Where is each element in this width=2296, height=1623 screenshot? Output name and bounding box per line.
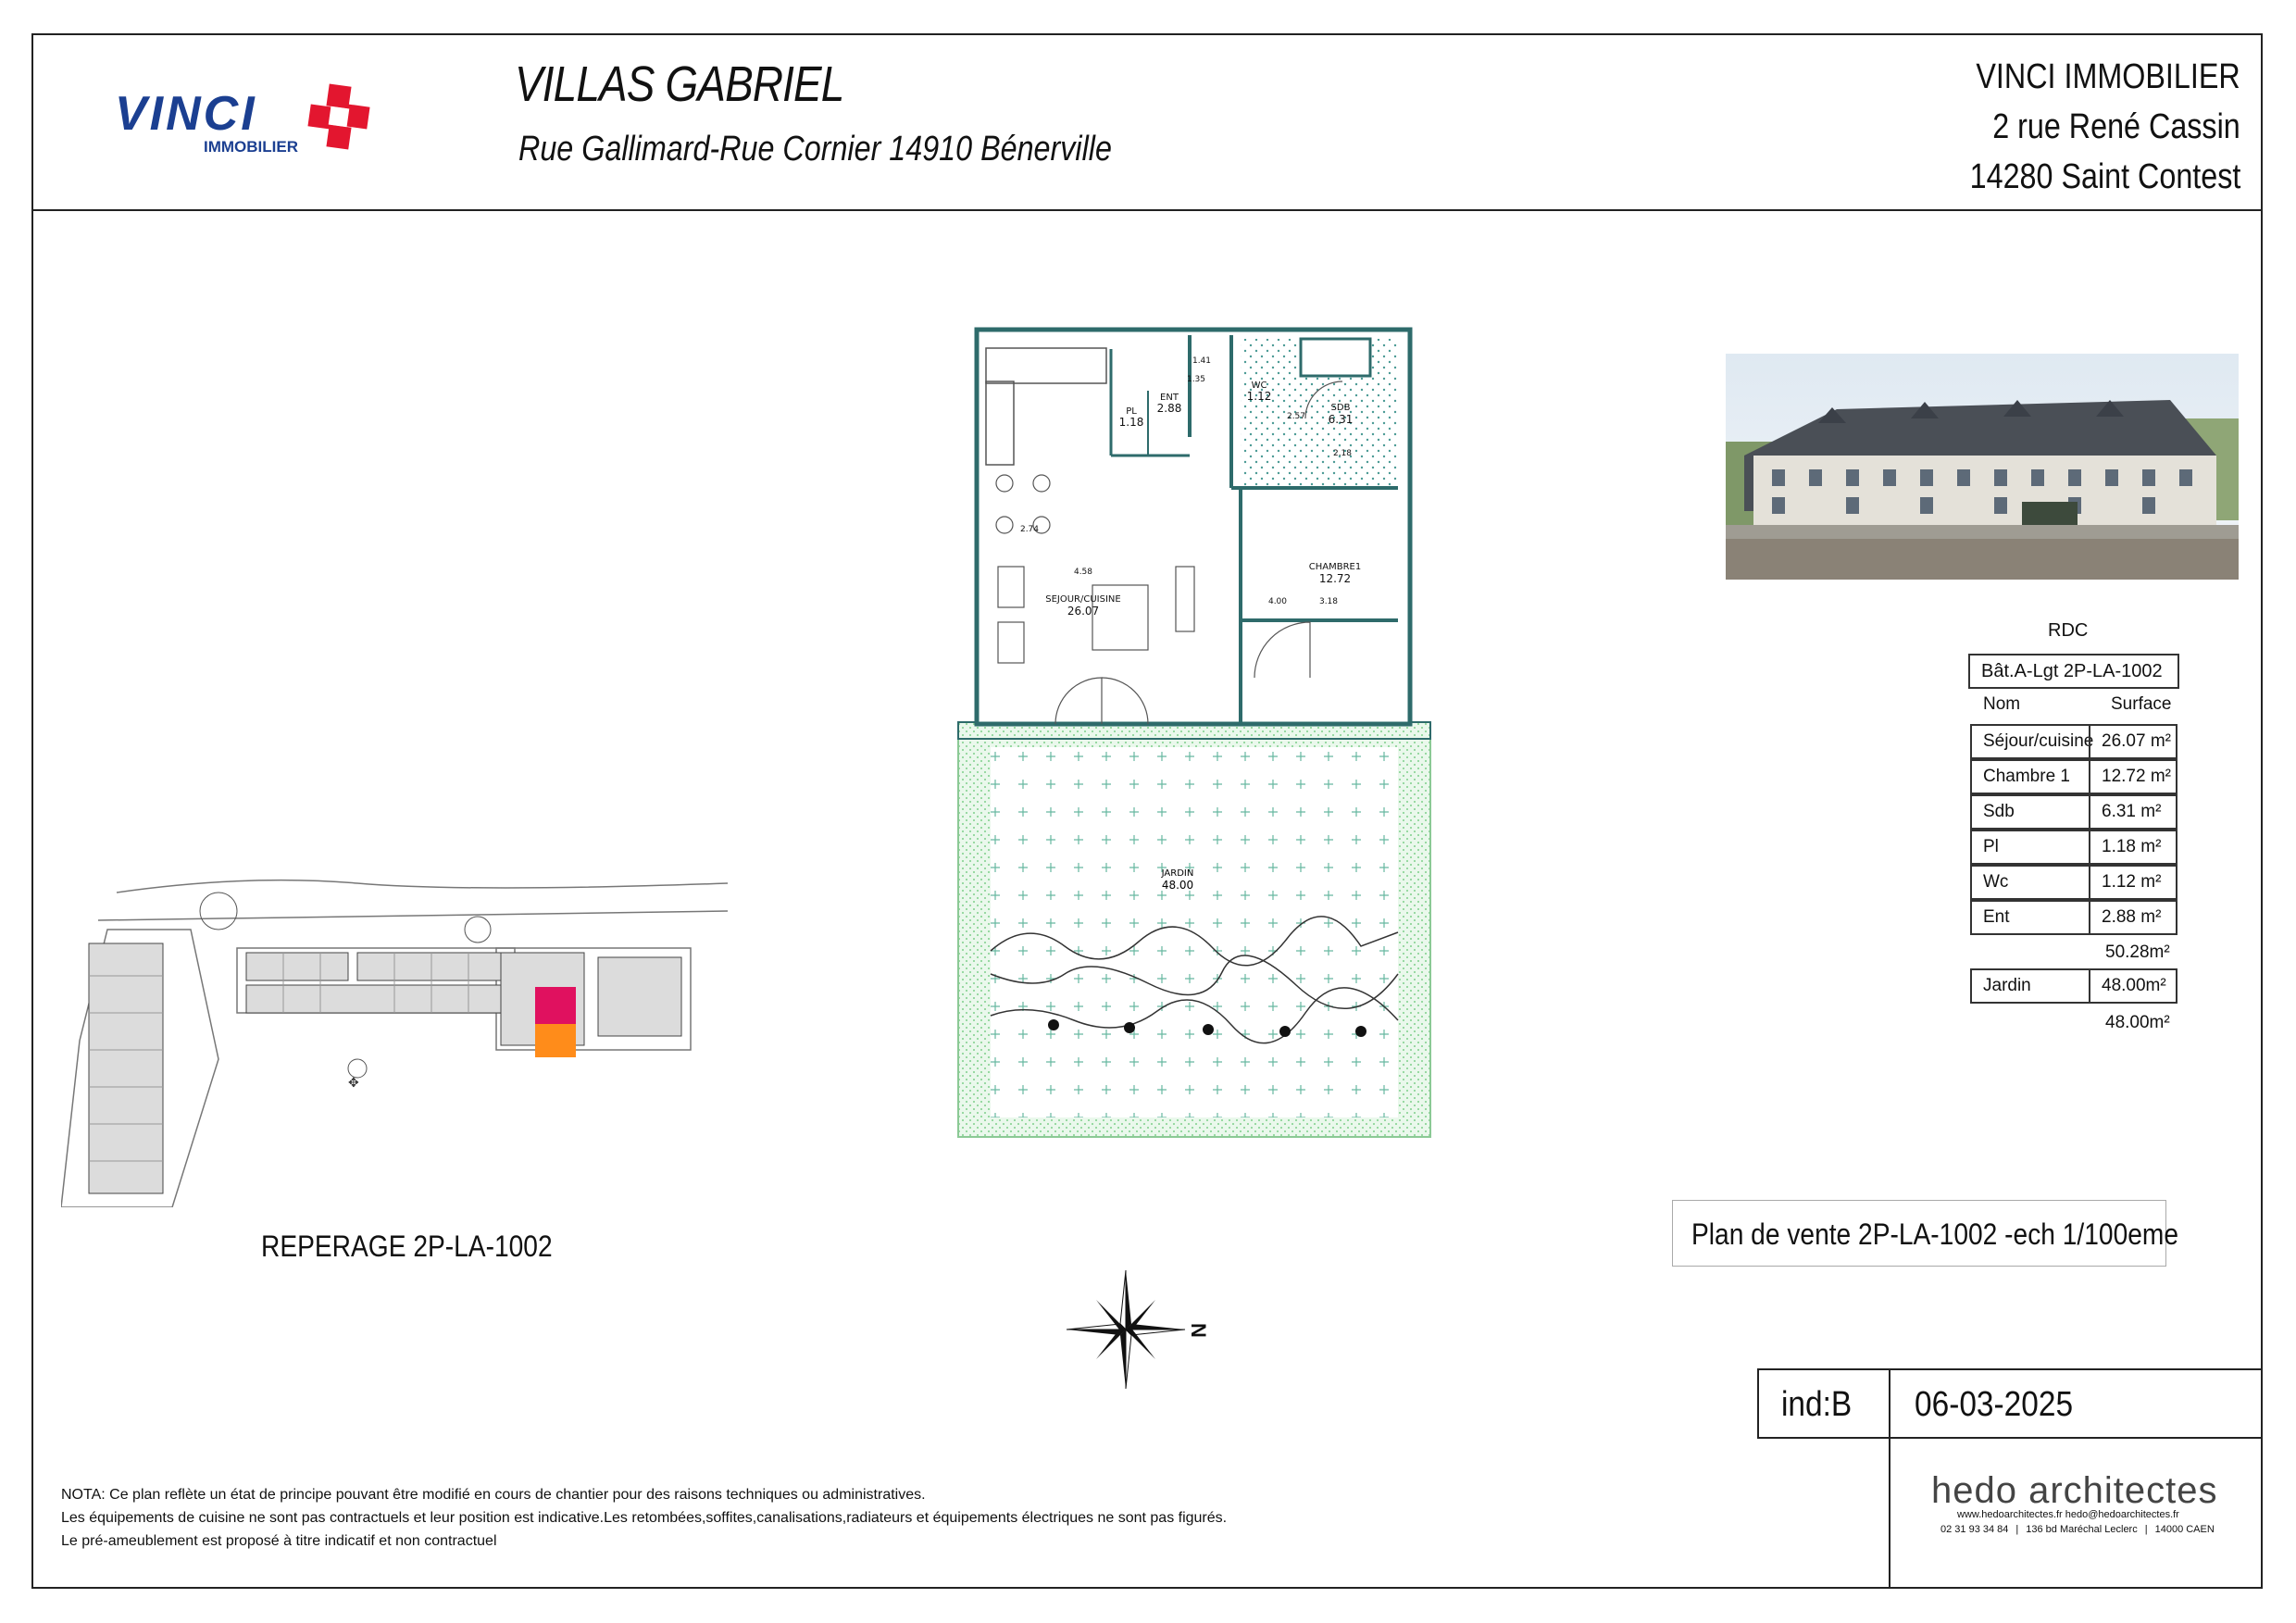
sales-plan-label: Plan de vente 2P-LA-1002 -ech 1/100eme bbox=[1691, 1217, 2179, 1251]
nota-line-2: Les équipements de cuisine ne sont pas contractuels et leur position est indicative.Les retombées,soffites,canalisations,radiateurs et équipements électriques ne sont pas figurés. bbox=[61, 1510, 1228, 1526]
row-surface: 1.18 m² bbox=[2089, 830, 2177, 865]
plan-area-wc: 1.12 bbox=[1246, 390, 1272, 403]
nota-line-1: NOTA: Ce plan reflète un état de principe pouvant être modifié en cours de chantier pour des raisons techniques ou administratives. bbox=[61, 1487, 926, 1503]
company-street: 2 rue René Cassin bbox=[1992, 107, 2240, 146]
plan-label-chambre: CHAMBRE1 bbox=[1308, 562, 1362, 572]
plan-dim-2: 3.18 bbox=[1318, 597, 1339, 606]
plan-label-wc: WC bbox=[1251, 381, 1267, 391]
plan-label-sdb: SDB bbox=[1330, 403, 1351, 413]
sales-plan-box bbox=[1672, 1200, 2179, 1267]
total-interior: 50.28m² bbox=[2105, 943, 2170, 962]
project-title: VILLAS GABRIEL bbox=[515, 56, 844, 112]
rev-left-border bbox=[1757, 1368, 1759, 1439]
plan-dim-8: 1.41 bbox=[1192, 356, 1212, 366]
exterior-name: Jardin bbox=[1970, 968, 2090, 1004]
compass-rose-icon bbox=[1055, 1265, 1222, 1394]
company-name: VINCI IMMOBILIER bbox=[1976, 57, 2240, 96]
plan-label-ent: ENT bbox=[1160, 393, 1179, 403]
svg-text:VINCI: VINCI bbox=[115, 87, 257, 141]
row-surface: 26.07 m² bbox=[2089, 724, 2177, 759]
site-locator-map bbox=[61, 855, 737, 1207]
plan-dim-3: 4.00 bbox=[1267, 597, 1288, 606]
plan-label-pl: PL bbox=[1126, 406, 1137, 417]
plan-area-jardin: 48.00 bbox=[1161, 879, 1194, 892]
plan-area-pl: 1.18 bbox=[1118, 416, 1144, 429]
col-header-name: Nom bbox=[1983, 694, 2021, 714]
row-surface: 1.12 m² bbox=[2089, 865, 2177, 900]
plan-dim-6: 2.57 bbox=[1286, 412, 1306, 421]
total-exterior: 48.00m² bbox=[2105, 1013, 2170, 1032]
compass-north-label: N bbox=[1186, 1323, 1210, 1338]
exterior-surface: 48.00m² bbox=[2089, 968, 2177, 1004]
nota-line-3: Le pré-ameublement est proposé à titre indicatif et non contractuel bbox=[61, 1533, 497, 1549]
plan-dim-7: 2.18 bbox=[1332, 449, 1353, 458]
plan-dim-1: 4.58 bbox=[1073, 568, 1093, 577]
revision-index: ind:B bbox=[1781, 1385, 1853, 1424]
row-surface: 12.72 m² bbox=[2089, 759, 2177, 794]
architect-city: 14000 CAEN bbox=[2154, 1524, 2215, 1535]
row-name: Sdb bbox=[1970, 794, 2090, 830]
locator-label: REPERAGE 2P-LA-1002 bbox=[261, 1230, 553, 1263]
col-header-surface: Surface bbox=[2111, 694, 2172, 714]
building-photo bbox=[1726, 354, 2239, 580]
plan-area-chambre: 12.72 bbox=[1318, 572, 1352, 585]
nota-block bbox=[61, 1483, 1227, 1553]
vinci-logo bbox=[111, 80, 389, 163]
company-city: 14280 Saint Contest bbox=[1969, 157, 2240, 196]
project-address: Rue Gallimard-Rue Cornier 14910 Bénerville bbox=[518, 130, 1112, 169]
lot-id: Bât.A-Lgt 2P-LA-1002 bbox=[1968, 654, 2179, 689]
plan-dim-4: 2.74 bbox=[1019, 525, 1040, 534]
svg-text:✥: ✥ bbox=[348, 1076, 359, 1091]
revision-date: 06-03-2025 bbox=[1915, 1385, 2074, 1424]
logo-sub-text: IMMOBILIER bbox=[204, 138, 298, 156]
architect-name: hedo architectes bbox=[1931, 1470, 2218, 1511]
architect-address: 136 bd Maréchal Leclerc bbox=[2026, 1524, 2138, 1535]
architect-web-email: www.hedoarchitectes.fr hedo@hedoarchitectes.fr bbox=[1957, 1509, 2179, 1520]
header-divider bbox=[31, 209, 2263, 211]
plan-area-sejour: 26.07 bbox=[1067, 605, 1100, 618]
plan-area-sdb: 6.31 bbox=[1328, 413, 1354, 426]
row-surface: 6.31 m² bbox=[2089, 794, 2177, 830]
plan-label-jardin: JARDIN bbox=[1161, 868, 1194, 879]
architect-phone: 02 31 93 34 84 bbox=[1940, 1524, 2009, 1535]
row-name: Wc bbox=[1970, 865, 2090, 900]
row-name: Chambre 1 bbox=[1970, 759, 2090, 794]
architect-contact: 02 31 93 34 84 | 136 bd Maréchal Leclerc | 14000 CAEN bbox=[1940, 1524, 2215, 1535]
row-name: Ent bbox=[1970, 900, 2090, 935]
row-name: Pl bbox=[1970, 830, 2090, 865]
plan-dim-5: 1.35 bbox=[1186, 375, 1206, 384]
plan-label-sejour: SEJOUR/CUISINE bbox=[1045, 594, 1121, 605]
plan-area-ent: 2.88 bbox=[1156, 402, 1182, 415]
rev-bottom-border bbox=[1757, 1437, 2263, 1439]
floor-plan bbox=[954, 326, 1435, 1141]
row-name: Séjour/cuisine bbox=[1970, 724, 2090, 759]
level-label: RDC bbox=[2048, 620, 2089, 641]
row-surface: 2.88 m² bbox=[2089, 900, 2177, 935]
rev-top-border bbox=[1757, 1368, 2263, 1370]
rev-divider bbox=[1889, 1368, 1890, 1589]
